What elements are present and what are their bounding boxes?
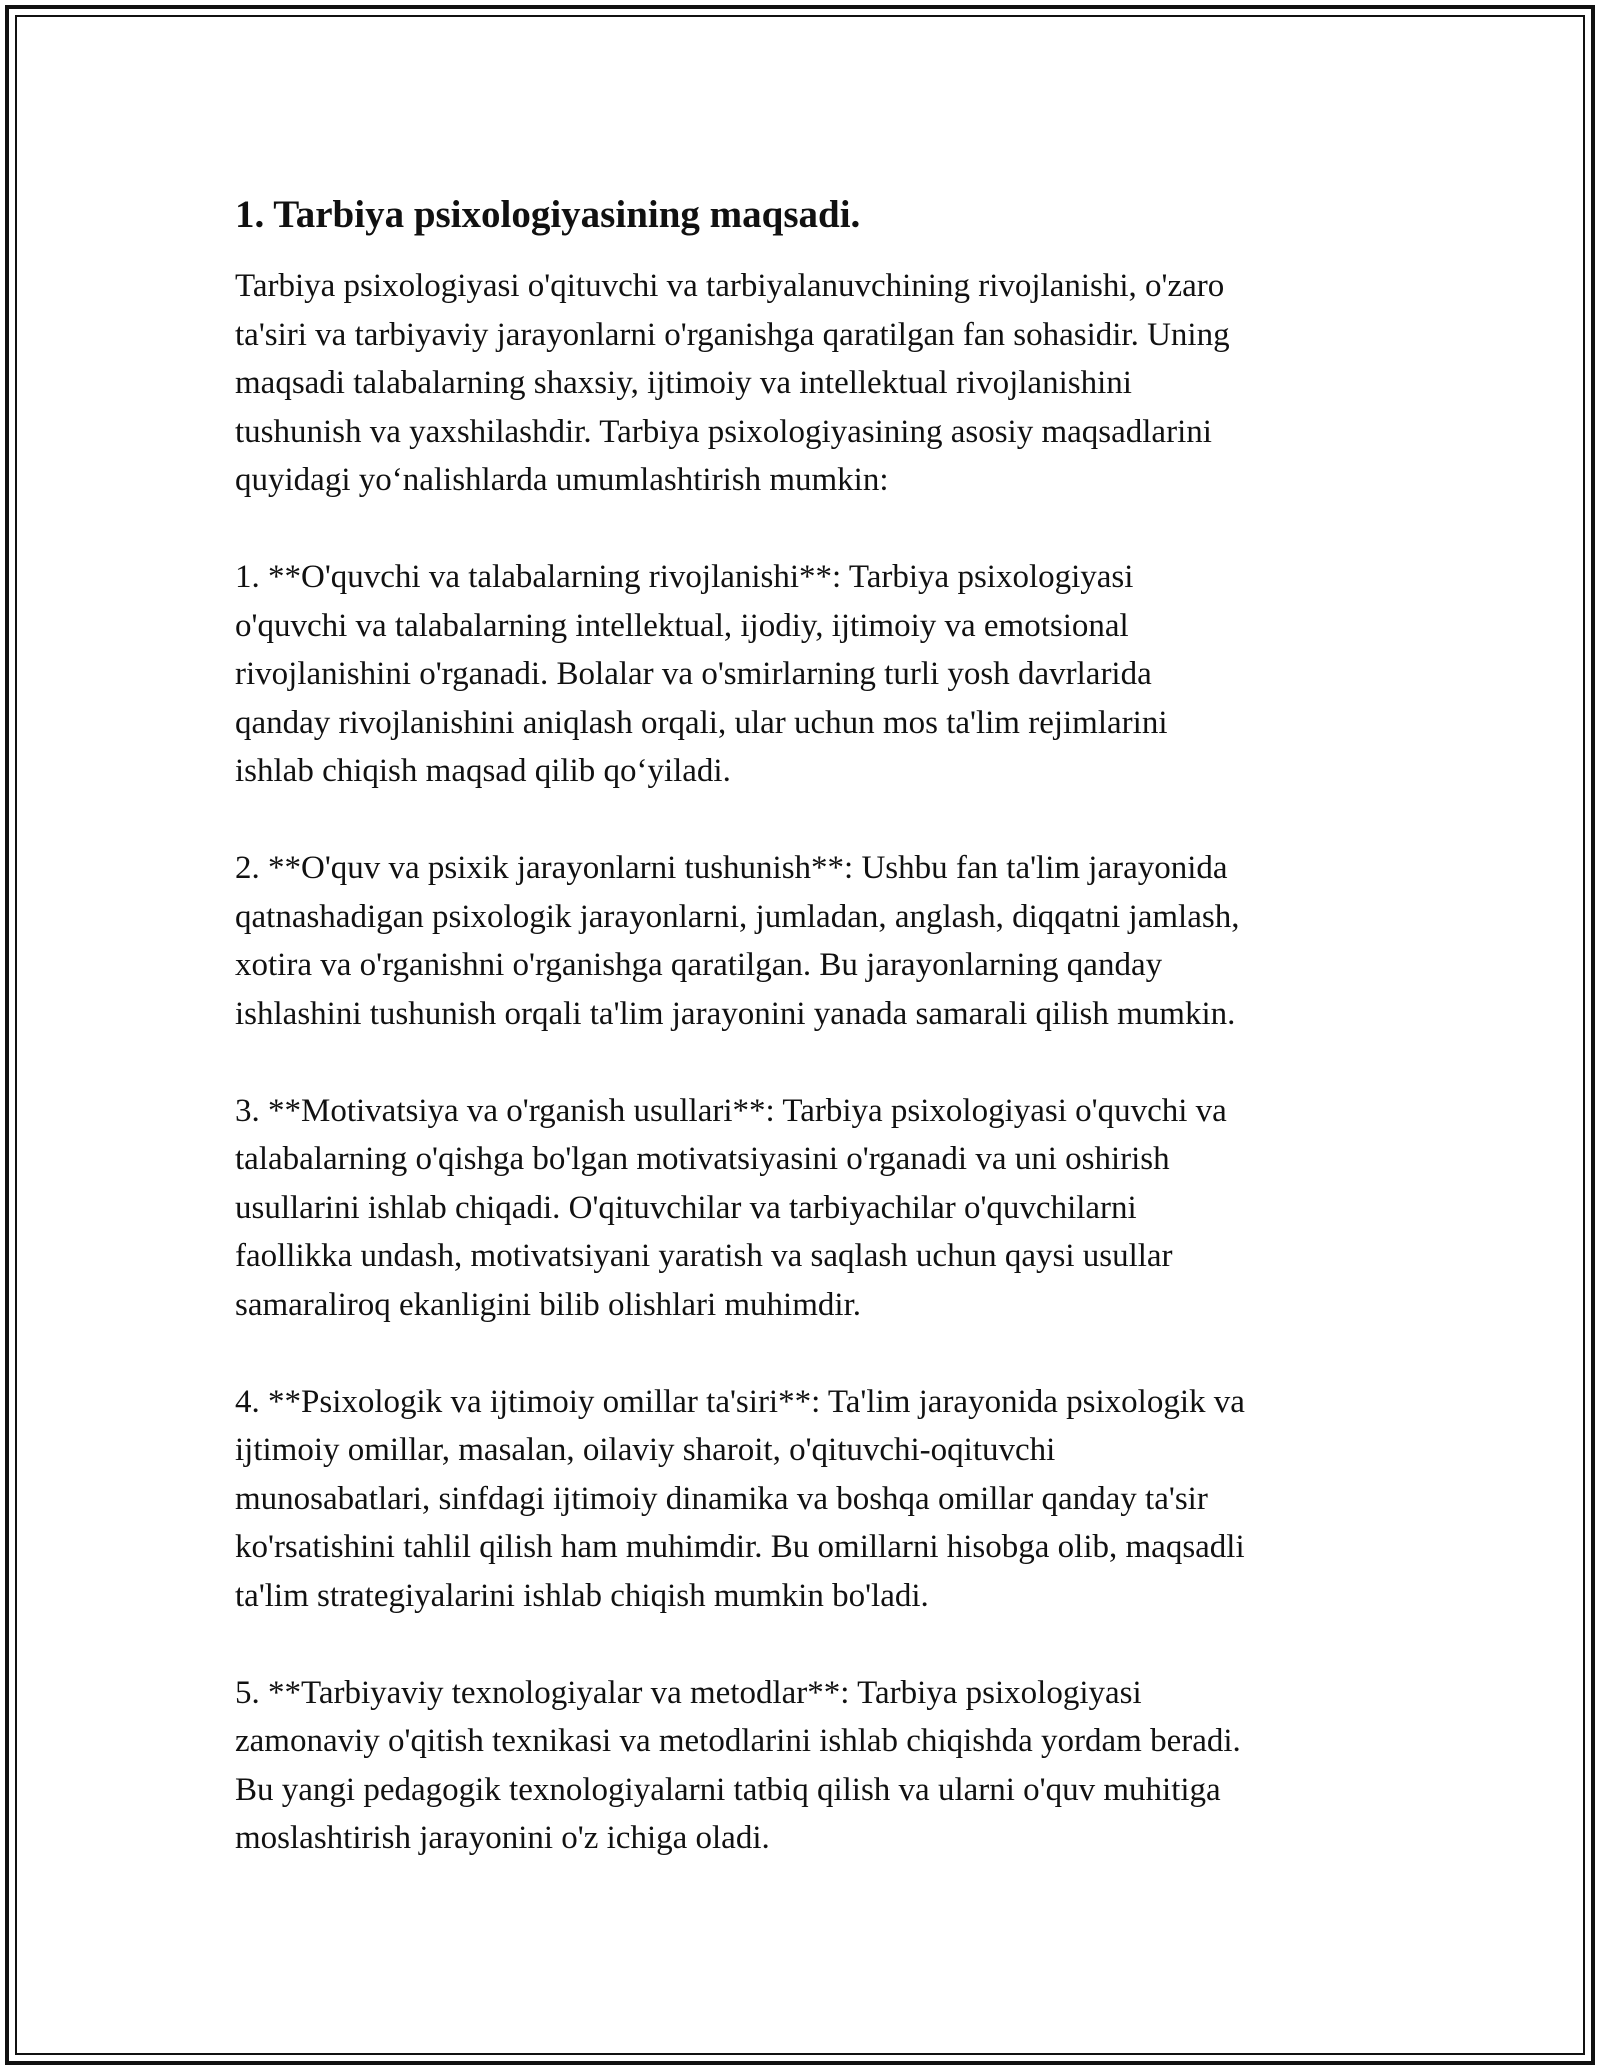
document-body	[235, 190, 1375, 1911]
text-line: ta'siri va tarbiyaviy jarayonlarni o'rganishga qaratilgan fan sohasidir. Uning	[235, 316, 1230, 353]
text-line: xotira va o'rganishni o'rganishga qaratilgan. Bu jarayonlarning qanday	[235, 947, 1163, 983]
paragraph-item-5	[235, 1669, 1375, 1863]
text-line: 4. **Psixologik va ijtimoiy omillar ta'siri**: Ta'lim jarayonida psixologik va	[235, 1383, 1245, 1420]
paragraph-item-1	[235, 553, 1375, 796]
paragraph-item-4	[235, 1378, 1375, 1621]
paragraph-item-3	[235, 1087, 1375, 1330]
text-line: o'quvchi va talabalarning intellektual, ijodiy, ijtimoiy va emotsional	[235, 607, 1129, 644]
text-line: Bu yangi pedagogik texnologiyalarni tatbiq qilish va ularni o'quv muhitiga	[235, 1771, 1221, 1808]
text-line: zamonaviy o'qitish texnikasi va metodlarini ishlab chiqishda yordam beradi.	[235, 1723, 1241, 1759]
text-line: rivojlanishini o'rganadi. Bolalar va o'smirlarning turli yosh davrlarida	[235, 656, 1152, 692]
text-line: ishlab chiqish maqsad qilib qo‘yiladi.	[235, 753, 731, 789]
text-line: 3. **Motivatsiya va o'rganish usullari**: Tarbiya psixologiyasi o'quvchi va	[235, 1092, 1227, 1129]
text-line: ishlashini tushunish orqali ta'lim jarayonini yanada samarali qilish mumkin.	[235, 995, 1236, 1032]
text-line: ta'lim strategiyalarini ishlab chiqish mumkin bo'ladi.	[235, 1577, 929, 1614]
paragraph-intro	[235, 262, 1375, 505]
text-line: 2. **O'quv va psixik jarayonlarni tushunish**: Ushbu fan ta'lim jarayonida	[235, 850, 1228, 886]
text-line: ijtimoiy omillar, masalan, oilaviy sharoit, o'qituvchi-oqituvchi	[235, 1432, 1056, 1468]
paragraph-item-2	[235, 844, 1375, 1038]
text-line: 1. **O'quvchi va talabalarning rivojlanishi**: Tarbiya psixologiyasi	[235, 559, 1134, 595]
text-line: qatnashadigan psixologik jarayonlarni, jumladan, anglash, diqqatni jamlash,	[235, 898, 1240, 935]
text-line: munosabatlari, sinfdagi ijtimoiy dinamika va boshqa omillar qanday ta'sir	[235, 1480, 1208, 1517]
text-line: faollikka undash, motivatsiyani yaratish va saqlash uchun qaysi usullar	[235, 1238, 1173, 1274]
text-line: Tarbiya psixologiyasi o'qituvchi va tarbiyalanuvchining rivojlanishi, o'zaro	[235, 268, 1225, 304]
text-line: samaraliroq ekanligini bilib olishlari muhimdir.	[235, 1286, 861, 1323]
section-heading: 1. Tarbiya psixologiyasining maqsadi.	[235, 193, 861, 236]
text-line: tushunish va yaxshilashdir. Tarbiya psixologiyasining asosiy maqsadlarini	[235, 413, 1212, 450]
text-line: maqsadi talabalarning shaxsiy, ijtimoiy va intellektual rivojlanishini	[235, 365, 1132, 401]
text-line: ko'rsatishini tahlil qilish ham muhimdir. Bu omillarni hisobga olib, maqsadli	[235, 1529, 1245, 1565]
text-line: talabalarning o'qishga bo'lgan motivatsiyasini o'rganadi va uni oshirish	[235, 1141, 1170, 1177]
text-line: usullarini ishlab chiqadi. O'qituvchilar va tarbiyachilar o'quvchilarni	[235, 1189, 1137, 1226]
text-line: qanday rivojlanishini aniqlash orqali, ular uchun mos ta'lim rejimlarini	[235, 704, 1168, 741]
text-line: 5. **Tarbiyaviy texnologiyalar va metodlar**: Tarbiya psixologiyasi	[235, 1674, 1142, 1711]
text-line: moslashtirish jarayonini o'z ichiga oladi.	[235, 1820, 770, 1856]
text-line: quyidagi yo‘nalishlarda umumlashtirish mumkin:	[235, 462, 889, 498]
